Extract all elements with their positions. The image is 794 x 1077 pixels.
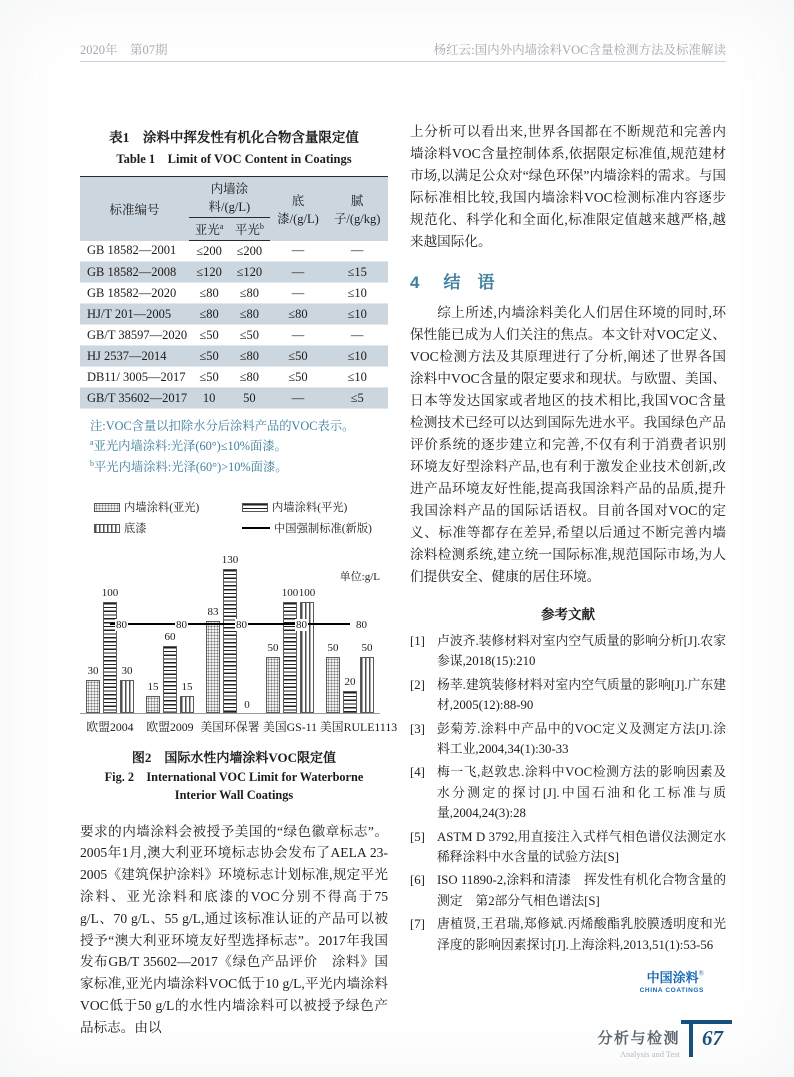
table-cell: GB/T 35602—2017	[87, 390, 188, 405]
line-swatch	[242, 527, 270, 529]
bar-value-label: 100	[281, 586, 299, 599]
table-cell: ≤50	[288, 348, 308, 363]
table1-title-cn: 表1 涂料中挥发性有机化合物含量限定值	[109, 130, 359, 145]
table-note-line: 注:VOC含量以扣除水分后涂料产品的VOC表示。	[90, 419, 355, 433]
reference-number: [1]	[410, 634, 425, 648]
reference-item	[410, 719, 726, 760]
right-column	[410, 121, 726, 995]
reference-item	[410, 631, 726, 672]
category-label: 欧盟2004	[86, 720, 134, 735]
page-number: 67	[702, 1026, 723, 1050]
bar-value-label: 30	[87, 664, 99, 677]
bar-dots	[86, 680, 100, 713]
bar-value-label: 30	[121, 664, 133, 677]
table-cell: GB 18582—2008	[87, 264, 177, 279]
reference-number: [4]	[410, 765, 425, 780]
primer-pattern-swatch	[94, 524, 120, 533]
section-title: 结 语	[443, 273, 495, 292]
bar-value-label: 100	[298, 586, 316, 599]
chart-category-axis	[80, 718, 398, 735]
table-cell: ≤200	[196, 243, 222, 258]
bar-vlines	[360, 657, 374, 713]
subcol-flat: 平光$^b$	[229, 218, 269, 241]
legend-label: 中国强制标准(新版)	[274, 523, 372, 536]
legend-item-primer	[94, 520, 242, 536]
figure2-chart	[80, 499, 398, 735]
bar-value-label: 0	[244, 699, 250, 712]
reference-number: [6]	[410, 873, 425, 888]
registered-mark: ®	[698, 969, 704, 978]
footer-section-block	[597, 1020, 680, 1059]
table-cell: ≤10	[347, 285, 367, 300]
bar-value-label: 50	[361, 642, 373, 655]
table-cell: ≤80	[199, 285, 219, 300]
reference-text: ASTM D 3792,用直接注入式样气相色谱仪法测定水稀释涂料中水含量的试验方法[S]	[437, 829, 726, 865]
bar-value-label: 15	[147, 681, 159, 694]
flat-pattern-swatch	[242, 503, 268, 512]
bar-value-label: 130	[221, 553, 239, 566]
table-cell: ≤10	[347, 369, 367, 384]
reference-text: 卢波齐.装修材料对室内空气质量的影响分析[J].农家参谋,2018(15):210	[437, 634, 726, 669]
chart-legend	[94, 499, 388, 536]
table-cell: —	[291, 264, 305, 279]
table-cell: ≤80	[239, 306, 260, 321]
bar-dots	[146, 696, 160, 713]
line-value-label: 80	[296, 619, 307, 632]
footer-section-cn: 分析与检测	[597, 1030, 680, 1047]
left-body-paragraph: 要求的内墙涂料会被授予美国的“绿色徽章标志”。2005年1月,澳大利亚环境标志协会发布了AELA 23-2005《建筑保护涂料》环境标志计划标准,规定平光涂料、亚光涂料和底漆的VOC分别不得高于75 g/L、70 g/L、55 g/L,通过该标准认证的产品可以被授予“澳大利亚环境友好型选择标志”。2017年我国发布GB/T 35602—2017《绿色产品评价 涂料》国家标准,亚光内墙涂料VOC低于10 g/L,平光内墙涂料VOC低于50 g/L的水性内墙涂料可以被授予绿色产品标志。由以	[80, 823, 388, 1035]
matte-pattern-swatch	[94, 503, 120, 512]
bar-dots	[206, 621, 220, 713]
table-cell: GB 18582—2020	[87, 285, 177, 300]
table-cell: ≤50	[199, 348, 219, 363]
bar-hlines	[163, 646, 177, 713]
table-cell: —	[350, 243, 364, 258]
references-list	[410, 631, 726, 955]
table-cell: ≤80	[239, 348, 260, 363]
article-title-header: 杨红云:国内外内墙涂料VOC含量检测方法及标准解读	[433, 43, 726, 57]
bar-value-label: 15	[181, 681, 193, 694]
table-cell: ≤200	[236, 243, 263, 258]
table-row	[80, 325, 388, 346]
table-cell: —	[291, 243, 305, 258]
footer-section-en: Analysis and Test	[619, 1049, 680, 1059]
conclusion-paragraph: 综上所述,内墙涂料美化人们居住环境的同时,环保性能已成为人们关注的焦点。本文针对VOC定义、VOC检测方法及其原理进行了分析,阐述了世界各国涂料中VOC含量的限定要求和现状。与欧盟、美国、日本等发达国家或者地区的技术相比,我国VOC含量检测技术已经可以达到国际先进水平。我国绿色产品评价系统的逐步建立和完善,不仅有利于消费者识别环境友好型涂料产品,也有利于激发企业技术创新,改进产品环境友好性能,提高我国涂料产品的品质,提升我国涂料产品的国际话语权。目前各国对VOC的定义、标准等都存在差异,希望以后通过不断完善内墙涂料检测系统,建立统一国际标准,规范国际市场,为人们提供安全、健康的居住环境。	[410, 305, 726, 584]
reference-item	[410, 762, 726, 823]
page-number-left-bar	[689, 1020, 693, 1057]
bar-vlines	[120, 680, 134, 713]
bar-value-label: 50	[327, 642, 339, 655]
bar-value-label: 100	[101, 586, 119, 599]
bar-vlines	[180, 696, 194, 713]
table-row	[80, 304, 388, 325]
table1-title-en: Table 1 Limit of VOC Content in Coatings	[116, 152, 352, 166]
subcol-matte: 亚光$^a$	[189, 218, 229, 241]
legend-label: 内墙涂料(亚光)	[124, 502, 200, 515]
line-value-label: 80	[176, 619, 187, 632]
logo-text-en: CHINA COATINGS	[639, 987, 704, 995]
page-footer	[597, 1020, 732, 1059]
col-putty: 腻子/(g/kg)	[326, 177, 388, 241]
col-standard-number: 标准编号	[80, 177, 189, 241]
references-title: 参考文献	[541, 607, 595, 622]
figure2-caption-cn: 图2 国际水性内墙涂料VOC限定值	[131, 750, 337, 766]
table-cell: —	[291, 327, 305, 342]
table-cell: ≤80	[199, 306, 219, 321]
table-cell: ≤50	[199, 327, 219, 342]
line-value-label: 80	[116, 619, 127, 632]
table-cell: ≤80	[288, 306, 308, 321]
reference-item	[410, 914, 726, 955]
table-cell: ≤50	[288, 369, 308, 384]
table-note-line: $^a$亚光内墙涂料:光泽(60°)≤10%面漆。	[90, 438, 287, 454]
table-row	[80, 367, 388, 388]
col-interior-coating: 内墙涂料/(g/L)	[189, 177, 269, 218]
table-cell: HJ/T 201—2005	[87, 306, 172, 321]
issue-label: 2020年 第07期	[80, 43, 168, 57]
reference-text: 彭菊芳.涂料中产品中的VOC定义及测定方法[J].涂料工业,2004,34(1):30-33	[437, 721, 726, 757]
reference-text: 杨莘.建筑装修材料对室内空气质量的影响[J].广东建材,2005(12):88-90	[437, 677, 726, 713]
reference-number: [5]	[410, 829, 425, 844]
reference-number: [2]	[410, 677, 425, 692]
standard-limit-line	[110, 623, 350, 625]
page-number-box	[689, 1020, 732, 1059]
table-cell: GB/T 38597—2020	[87, 327, 188, 342]
category-label: 美国RULE1113	[320, 720, 398, 735]
table-cell: —	[291, 390, 305, 405]
table-notes	[90, 416, 388, 477]
table-row	[80, 262, 388, 283]
bar-value-label: 83	[207, 605, 219, 618]
chart-unit-label: 单位:g/L	[339, 571, 380, 584]
logo-text-cn: 中国涂料	[646, 970, 699, 986]
reference-number: [3]	[410, 721, 425, 736]
table-cell: 50	[243, 390, 256, 405]
table-cell: DB11/ 3005—2017	[87, 369, 186, 384]
line-value-label: 80	[236, 619, 247, 632]
bar-hlines	[223, 569, 237, 713]
category-label: 美国GS-11	[263, 720, 317, 735]
table-row	[80, 283, 388, 304]
table-header	[80, 177, 388, 241]
table-cell: ≤50	[199, 369, 219, 384]
bar-value-label: 60	[164, 631, 176, 644]
line-value-label: 80	[356, 619, 367, 632]
table-cell: ≤50	[239, 327, 260, 342]
left-column	[80, 126, 398, 1039]
section-heading-conclusion	[410, 268, 726, 293]
col-primer: 底漆/(g/L)	[270, 177, 327, 241]
legend-item-flat	[242, 499, 388, 515]
table-cell: HJ 2537—2014	[87, 348, 167, 363]
table-row	[80, 241, 388, 262]
voc-limits-table	[80, 176, 388, 409]
table-cell: ≤80	[239, 285, 260, 300]
table-cell: —	[291, 285, 305, 300]
reference-item	[410, 870, 726, 911]
table-cell: ≤120	[236, 264, 263, 279]
table-body	[80, 241, 388, 409]
table-cell: ≤120	[196, 264, 222, 279]
reference-text: ISO 11890-2,涂料和清漆 挥发性有机化合物含量的测定 第2部分气相色谱法[S]	[437, 873, 726, 908]
bar-hlines	[343, 691, 357, 713]
legend-item-matte	[94, 499, 242, 515]
table-row	[80, 388, 388, 409]
bar-dots	[266, 657, 280, 713]
bar-value-label: 20	[344, 675, 356, 688]
table-cell: ≤10	[347, 348, 367, 363]
right-body-paragraph-top: 上分析可以看出来,世界各国都在不断规范和完善内墙涂料VOC含量控制体系,依据限定标准值,规范建材市场,以满足公众对“绿色环保”内墙涂料的需求。与国际标准相比较,我国内墙涂料VOC检测标准内容逐步规范化、科学化和全面化,标准限定值越来越严格,越来越国际化。	[410, 124, 726, 249]
table-note-line: $^b$平光内墙涂料:光泽(60°)>10%面漆。	[90, 458, 288, 474]
section-number: 4	[410, 273, 420, 292]
table-cell: ≤80	[239, 369, 260, 384]
category-label: 美国环保署	[200, 720, 260, 735]
header-divider	[80, 61, 726, 62]
legend-label: 底漆	[124, 523, 147, 536]
chart-plot	[80, 553, 380, 714]
reference-text: 唐植贤,王君瑞,郑修斌.丙烯酸酯乳胶膜透明度和光泽度的影响因素探讨[J].上海涂料,2013,51(1):53-56	[437, 917, 726, 952]
table-cell: ≤5	[350, 390, 364, 405]
table-row	[80, 346, 388, 367]
table-cell: 10	[202, 390, 216, 405]
figure2-caption-en: Fig. 2 International VOC Limit for Waterborne Interior Wall Coatings	[104, 770, 364, 802]
legend-item-standard-line	[242, 520, 388, 536]
reference-text: 梅一飞,赵敦忠.涂料中VOC检测方法的影响因素及水分测定的探讨[J].中国石油和化工标准与质量,2004,24(3):28	[437, 765, 726, 821]
running-head	[80, 40, 726, 58]
reference-item	[410, 827, 726, 868]
china-coatings-logo	[410, 969, 726, 995]
table-cell: —	[350, 327, 364, 342]
legend-label: 内墙涂料(平光)	[272, 502, 348, 515]
table-cell: ≤15	[347, 264, 367, 279]
bar-value-label: 50	[267, 642, 279, 655]
reference-item	[410, 675, 726, 716]
table-cell: GB 18582—2001	[87, 243, 177, 258]
reference-number: [7]	[410, 917, 425, 932]
category-label: 欧盟2009	[146, 720, 194, 735]
table-cell: ≤10	[347, 306, 367, 321]
bar-dots	[326, 657, 340, 713]
